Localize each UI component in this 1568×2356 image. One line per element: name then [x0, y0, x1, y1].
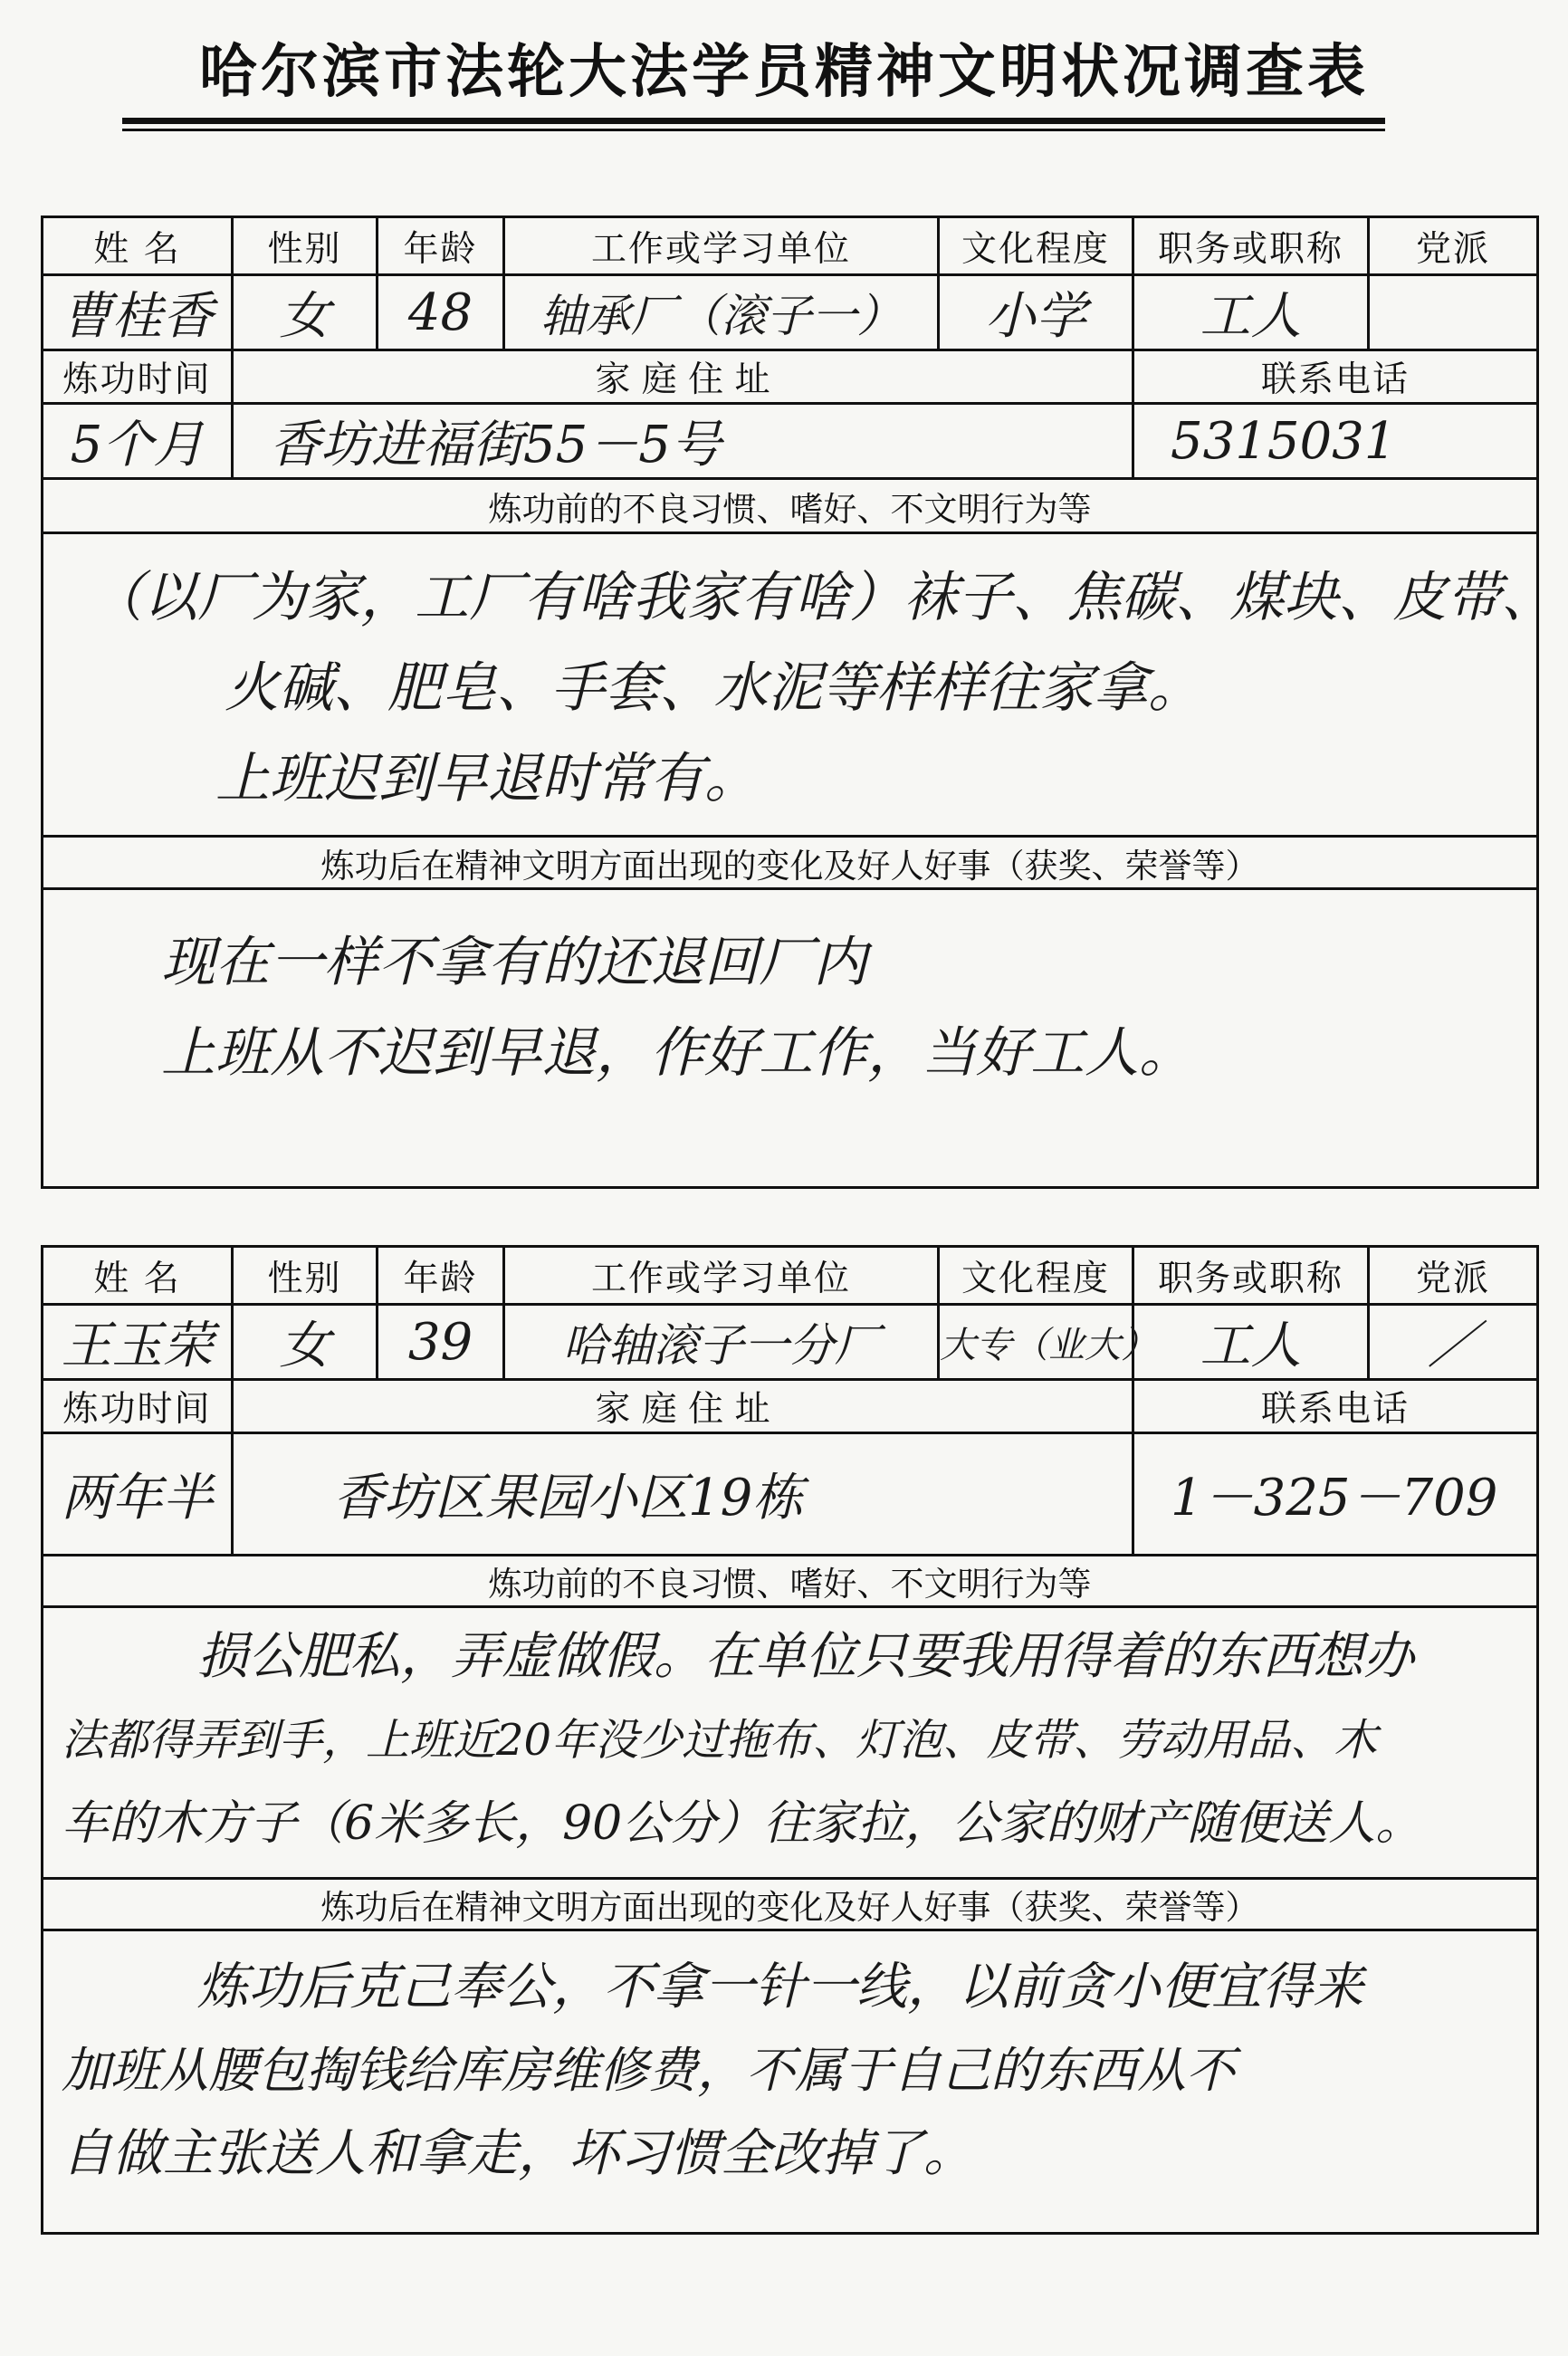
before-line: 上班迟到早退时常有。: [215, 747, 759, 810]
party-value: ／: [1369, 1305, 1538, 1380]
address-header: 家 庭 住 址: [233, 1380, 1133, 1433]
position-value: 工人: [1133, 1305, 1369, 1380]
age-value: 39: [378, 1305, 504, 1380]
address-value: 香坊进福街55－5号: [233, 404, 1133, 479]
after-line: 加班从腰包掏钱给库房维修费，不属于自己的东西从不: [62, 2042, 1235, 2099]
after-text: [43, 889, 1538, 1188]
after-line: 上班从不迟到早退，作好工作，当好工人。: [161, 1021, 1193, 1085]
unit-header: 工作或学习单位: [504, 1247, 939, 1305]
before-line: （以厂为家，工厂有啥我家有啥）袜子、焦碳、煤块、皮带、: [89, 566, 1555, 629]
phone-value: 1－325－709: [1133, 1433, 1538, 1556]
record-1-table: [41, 215, 1555, 1189]
before-text: [43, 533, 1555, 837]
before-header: 炼功前的不良习惯、嗜好、不文明行为等: [43, 1556, 1538, 1607]
phone-header: 联系电话: [1133, 350, 1538, 404]
gender-header: 性别: [233, 1247, 378, 1305]
before-header: 炼功前的不良习惯、嗜好、不文明行为等: [43, 479, 1538, 533]
form-title: 哈尔滨市法轮大法学员精神文明状况调查表: [199, 39, 1369, 106]
before-line: 车的木方子（6米多长，90公分）往家拉，公家的财产随便送人。: [62, 1796, 1423, 1851]
before-line: 法都得弄到手，上班近20年没少过拖布、灯泡、皮带、劳动用品、木: [62, 1715, 1378, 1766]
before-line: 损公肥私，弄虚做假。在单位只要我用得着的东西想办: [197, 1627, 1414, 1686]
age-header: 年龄: [378, 217, 504, 275]
education-value: 小学: [939, 275, 1133, 350]
position-header: 职务或职称: [1133, 217, 1369, 275]
before-line: 火碱、肥皂、手套、水泥等样样往家拿。: [225, 656, 1202, 720]
gender-value: 女: [233, 275, 378, 350]
phone-value: 5315031: [1133, 404, 1538, 479]
after-header: 炼功后在精神文明方面出现的变化及好人好事（获奖、荣誉等）: [43, 837, 1538, 889]
title-rule-thin: [122, 129, 1385, 131]
practice-time-header: 炼功时间: [43, 1380, 233, 1433]
practice-time-header: 炼功时间: [43, 350, 233, 404]
name-value: 王玉荣: [43, 1305, 233, 1380]
age-value: 48: [378, 275, 504, 350]
after-text: [43, 1930, 1538, 2234]
after-header: 炼功后在精神文明方面出现的变化及好人好事（获奖、荣誉等）: [43, 1879, 1538, 1930]
name-value: 曹桂香: [43, 275, 233, 350]
education-header: 文化程度: [939, 217, 1133, 275]
address-value: 香坊区果园小区19栋: [233, 1433, 1133, 1556]
position-value: 工人: [1133, 275, 1369, 350]
party-header: 党派: [1369, 217, 1538, 275]
name-header: 姓 名: [43, 1247, 233, 1305]
education-header: 文化程度: [939, 1247, 1133, 1305]
before-text: [43, 1607, 1538, 1879]
name-header: 姓 名: [43, 217, 233, 275]
after-line: 自做主张送人和拿走，坏习惯全改掉了。: [62, 2124, 974, 2183]
unit-header: 工作或学习单位: [504, 217, 939, 275]
address-header: 家 庭 住 址: [233, 350, 1133, 404]
age-header: 年龄: [378, 1247, 504, 1305]
unit-value: 哈轴滚子一分厂: [504, 1305, 939, 1380]
gender-header: 性别: [233, 217, 378, 275]
position-header: 职务或职称: [1133, 1247, 1369, 1305]
unit-value: 轴承厂（滚子一）: [504, 275, 939, 350]
education-value: 大专（业大）: [939, 1305, 1133, 1380]
practice-time-value: 两年半: [43, 1433, 233, 1556]
after-line: 炼功后克己奉公，不拿一针一线，以前贪小便宜得来: [197, 1958, 1363, 2016]
after-line: 现在一样不拿有的还退回厂内: [161, 931, 867, 994]
party-header: 党派: [1369, 1247, 1538, 1305]
phone-header: 联系电话: [1133, 1380, 1538, 1433]
record-2-table: [41, 1245, 1539, 2235]
title-rule-thick: [122, 118, 1385, 124]
gender-value: 女: [233, 1305, 378, 1380]
party-value: [1369, 275, 1538, 350]
practice-time-value: 5个月: [43, 404, 233, 479]
